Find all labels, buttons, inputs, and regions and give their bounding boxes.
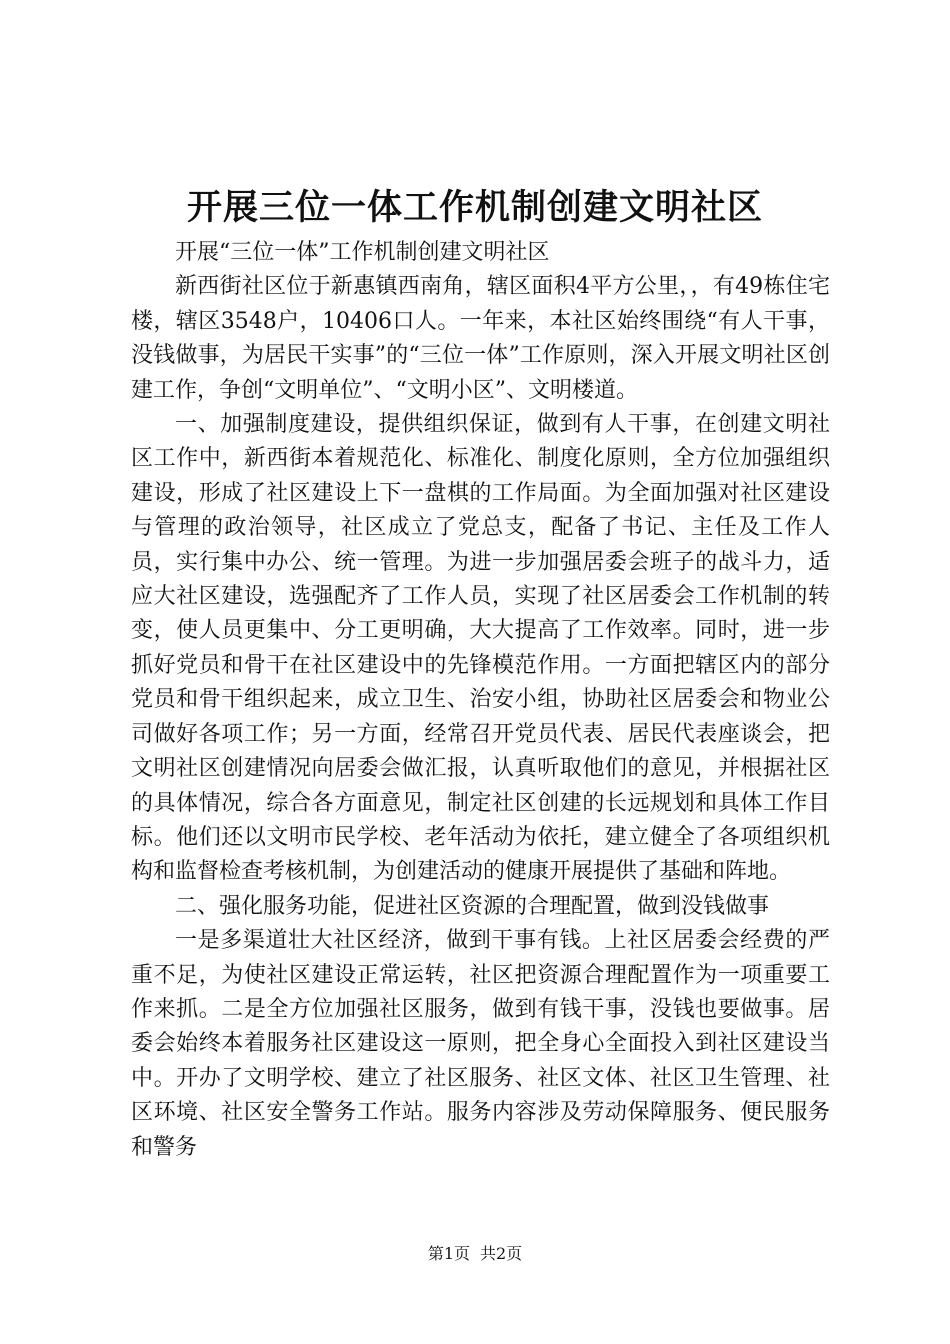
body-paragraph-section-two: 一是多渠道壮大社区经济，做到干事有钱。上社区居委会经费的严重不足，为使社区建设正常运转，社区把资源合理配置作为一项重要工作来抓。二是全方位加强社区服务，做到有钱干事，没钱也要做事。居委会始终本着服务社区建设这一原则，把全身心全面投入到社区建设当中。开办了文明学校、建立了社区服务、社区文体、社区卫生管理、社区环境、社区安全警务工作站。服务内容涉及劳动保障服务、便民服务和警务: [131, 928, 830, 1160]
body-paragraph-intro: 新西街社区位于新惠镇西南角，辖区面积4平方公里，，有49栋住宅楼，辖区3548户，10406口人。一年来，本社区始终围绕“有人干事，没钱做事，为居民干实事”的“三位一体”工作原则，深入开展文明社区创建工作，争创“文明单位”、“文明小区”、文明楼道。: [131, 274, 830, 403]
body-paragraph-subtitle: 开展“三位一体”工作机制创建文明社区: [175, 240, 550, 265]
page-number-current: 第1页: [427, 1244, 470, 1263]
body-paragraph-section-one: 一、加强制度建设，提供组织保证，做到有人干事，在创建文明社区工作中，新西街本着规范化、标准化、制度化原则，全方位加强组织建设，形成了社区建设上下一盘棋的工作局面。为全面加强对社区建设与管理的政治领导，社区成立了党总支，配备了书记、主任及工作人员，实行集中办公、统一管理。为进一步加强居委会班子的战斗力，适应大社区建设，选强配齐了工作人员，实现了社区居委会工作机制的转变，使人员更集中、分工更明确，大大提高了工作效率。同时，进一步抓好党员和骨干在社区建设中的先锋模范作用。一方面把辖区内的部分党员和骨干组织起来，成立卫生、治安小组，协助社区居委会和物业公司做好各项工作；另一方面，经常召开党员代表、居民代表座谈会，把文明社区创建情况向居委会做汇报，认真听取他们的意见，并根据社区的具体情况，综合各方面意见，制定社区创建的长远规划和具体工作目标。他们还以文明市民学校、老年活动为依托，建立健全了各项组织机构和监督检查考核机制，为创建活动的健康开展提供了基础和阵地。: [131, 412, 830, 885]
document-body: [131, 236, 830, 1165]
body-paragraph-section-two-heading: 二、强化服务功能，促进社区资源的合理配置，做到没钱做事: [175, 893, 770, 919]
page-footer: [0, 1243, 950, 1265]
document-title: 开展三位一体工作机制创建文明社区: [186, 187, 763, 228]
page-number-total: 共2页: [480, 1244, 523, 1263]
